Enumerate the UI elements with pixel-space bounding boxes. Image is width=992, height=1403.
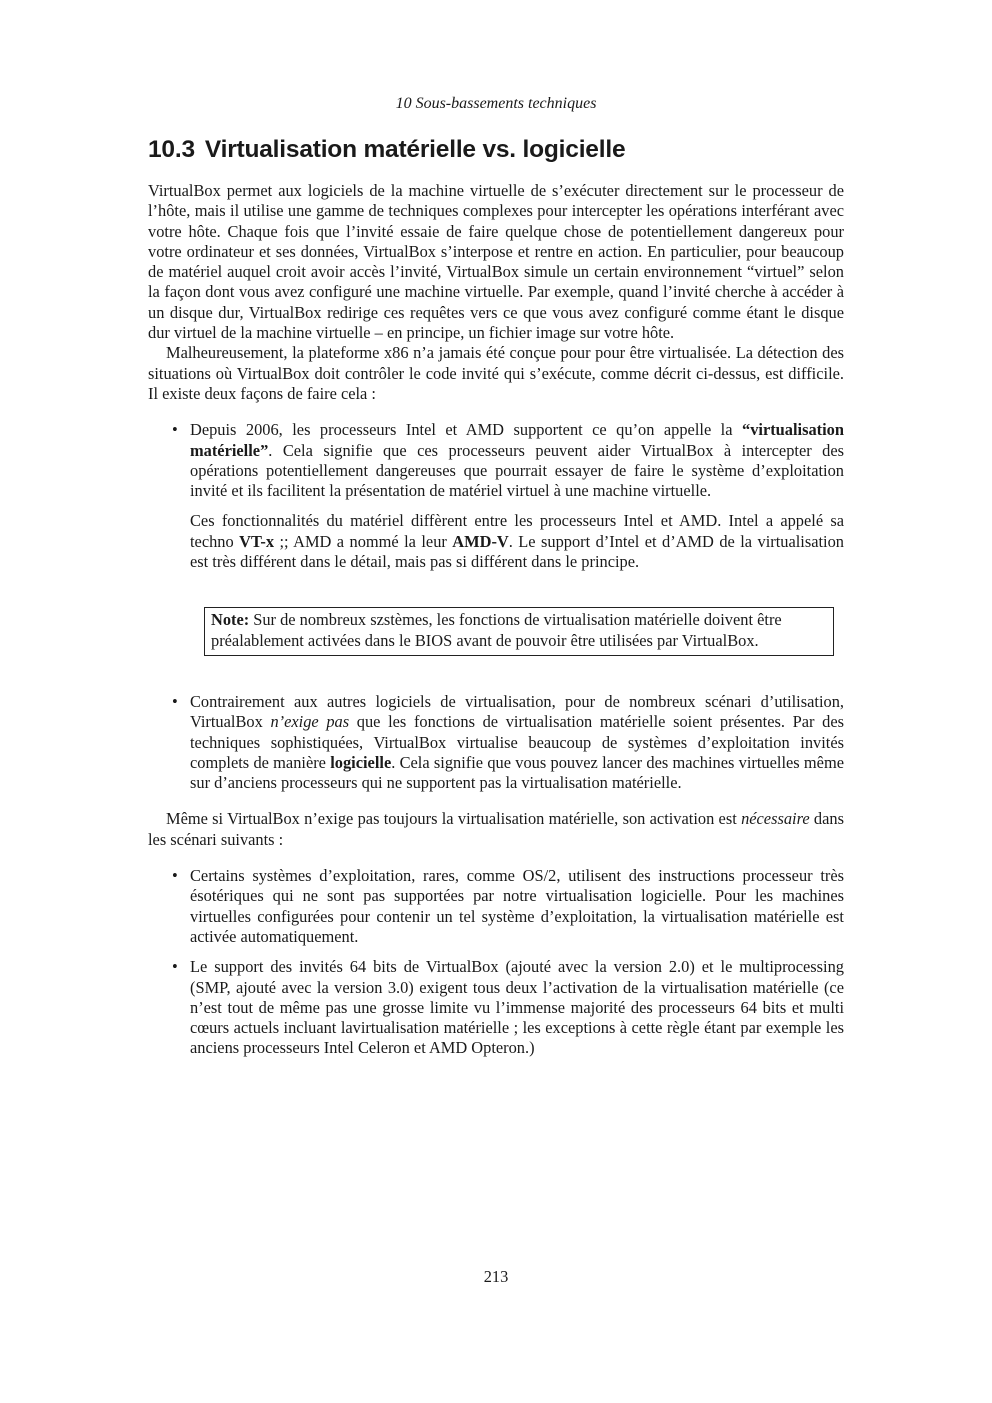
bullet-text: que les fonctions de virtualisation matérielle soient présentes. Par des techniques sophistiquées, VirtualBox virtualise beaucoup de systèmes d’exploitation invités complets de manière xyxy=(190,712,844,772)
section-title-text: Virtualisation matérielle vs. logicielle xyxy=(204,136,626,163)
bullet-icon: • xyxy=(172,957,178,977)
bullet-text: . Le support d’Intel et d’AMD de la virtualisation est très différent dans le détail, mais pas si différent dans le principe. xyxy=(190,531,844,572)
note-text: Sur de nombreux szstèmes, les fonctions de virtualisation matérielle doivent être préalablement activées dans le BIOS avant de pouvoir être utilisées par VirtualBox. xyxy=(211,610,782,650)
bullet-icon: • xyxy=(172,691,178,711)
body-text xyxy=(148,181,844,1059)
bullet-list-software xyxy=(148,692,844,793)
bullet-paragraph: Certains systèmes d’exploitation, rares, comme OS/2, utilisent des instructions processeur très ésotériques qui ne sont pas supportées par notre virtualisation logicielle. Pour les machines virtuelles configurées pour contenir un tel système d’exploitation, la virtualisation matérielle est activée automatiquement. xyxy=(190,866,844,946)
bullet-list-scenarios xyxy=(148,866,844,1059)
note-label: Note: xyxy=(211,610,250,630)
section-title xyxy=(148,136,625,164)
bold-term-vtx: VT-x xyxy=(239,531,275,551)
bold-term: logicielle xyxy=(330,752,392,772)
note-box xyxy=(204,607,834,656)
bullet-paragraph xyxy=(190,420,844,501)
list-item-64bit-smp xyxy=(172,957,844,1058)
bullet-paragraph xyxy=(190,692,844,793)
paragraph-intro: VirtualBox permet aux logiciels de la machine virtuelle de s’exécuter directement sur le processeur de l’hôte, mais il utilise une gamme de techniques complexes pour intercepter les opérations interférant avec votre hôte. Chaque fois que l’invité essaie de faire quelque chose de potentiellement dangereux pour votre ordinateur et ses données, VirtualBox s’interpose et rentre en action. En particulier, pour beaucoup de matériel auquel croit avoir accès l’invité, VirtualBox simule un certain environnement “virtuel” selon la façon dont vous avez configuré une machine virtuelle. Par exemple, quand l’invité cherche à accéder à un disque dur, VirtualBox redirige ces requêtes vers ce que vous avez configuré comme étant le disque dur virtuel de la machine virtuelle – en principe, un fichier image sur votre hôte. xyxy=(148,181,844,343)
bullet-icon: • xyxy=(172,420,178,440)
paragraph-text: dans les scénari suivants : xyxy=(148,809,844,849)
page-number: 213 xyxy=(483,1267,509,1286)
bullet-paragraph xyxy=(190,511,844,572)
bullet-text: ;; AMD a nommé la leur xyxy=(274,531,453,551)
section-number: 10.3 xyxy=(148,136,195,163)
running-header: 10 Sous-bassements techniques xyxy=(395,95,597,112)
bullet-paragraph: Le support des invités 64 bits de VirtualBox (ajouté avec la version 2.0) et le multiprocessing (SMP, ajouté avec la version 3.0) exigent tous deux l’activation de la virtualisation matérielle (ce n’est tout de même pas une grosse limite vu l’immense majorité des processeurs 64 bits et multi cœurs actuels incluant lavirtualisation matérielle ; les exceptions à cette règle étant par exemple les anciens processeurs Intel Celeron et AMD Opteron.) xyxy=(190,957,844,1058)
paragraph-text: Même si VirtualBox n’exige pas toujours la virtualisation matérielle, son activation est xyxy=(166,809,742,829)
bold-term-amdv: AMD-V xyxy=(452,531,509,551)
paragraph-required-scenarios xyxy=(148,809,844,850)
bullet-text: . Cela signifie que ces processeurs peuvent aider VirtualBox à intercepter des opérations potentiellement dangereuses que pourrait essayer de faire le système d’exploitation invité et ils facilitent la présentation de matériel virtuel à une machine virtuelle. xyxy=(190,440,844,501)
bullet-text: . Cela signifie que vous pouvez lancer des machines virtuelles même sur d’anciens processeurs qui ne supportent pas la virtualisation matérielle. xyxy=(190,752,844,793)
italic-term: n’exige pas xyxy=(270,712,350,732)
list-item-os2 xyxy=(172,866,844,947)
paragraph-difficulty: Malheureusement, la plateforme x86 n’a jamais été conçue pour pour être virtualisée. La détection des situations où VirtualBox doit contrôler le code invité qui s’exécute, comme décrit ci-dessus, est difficile. Il existe deux façons de faire cela : xyxy=(148,343,844,403)
bullet-text: Contrairement aux autres logiciels de virtualisation, pour de nombreux scénari d’utilisation, VirtualBox xyxy=(190,691,844,732)
bullet-text: Ces fonctionnalités du matériel diffèrent entre les processeurs Intel et AMD. Intel a appelé sa techno xyxy=(190,511,844,551)
bullet-icon: • xyxy=(172,866,178,886)
list-item-software-virtualisation xyxy=(172,691,844,793)
bold-term: “virtualisation matérielle” xyxy=(190,420,844,460)
bullet-list-approaches xyxy=(148,420,844,572)
list-item-hardware-virtualisation xyxy=(172,420,844,572)
italic-term: nécessaire xyxy=(741,809,810,829)
bullet-text: Depuis 2006, les processeurs Intel et AMD supportent ce qu’on appelle la xyxy=(190,420,742,440)
